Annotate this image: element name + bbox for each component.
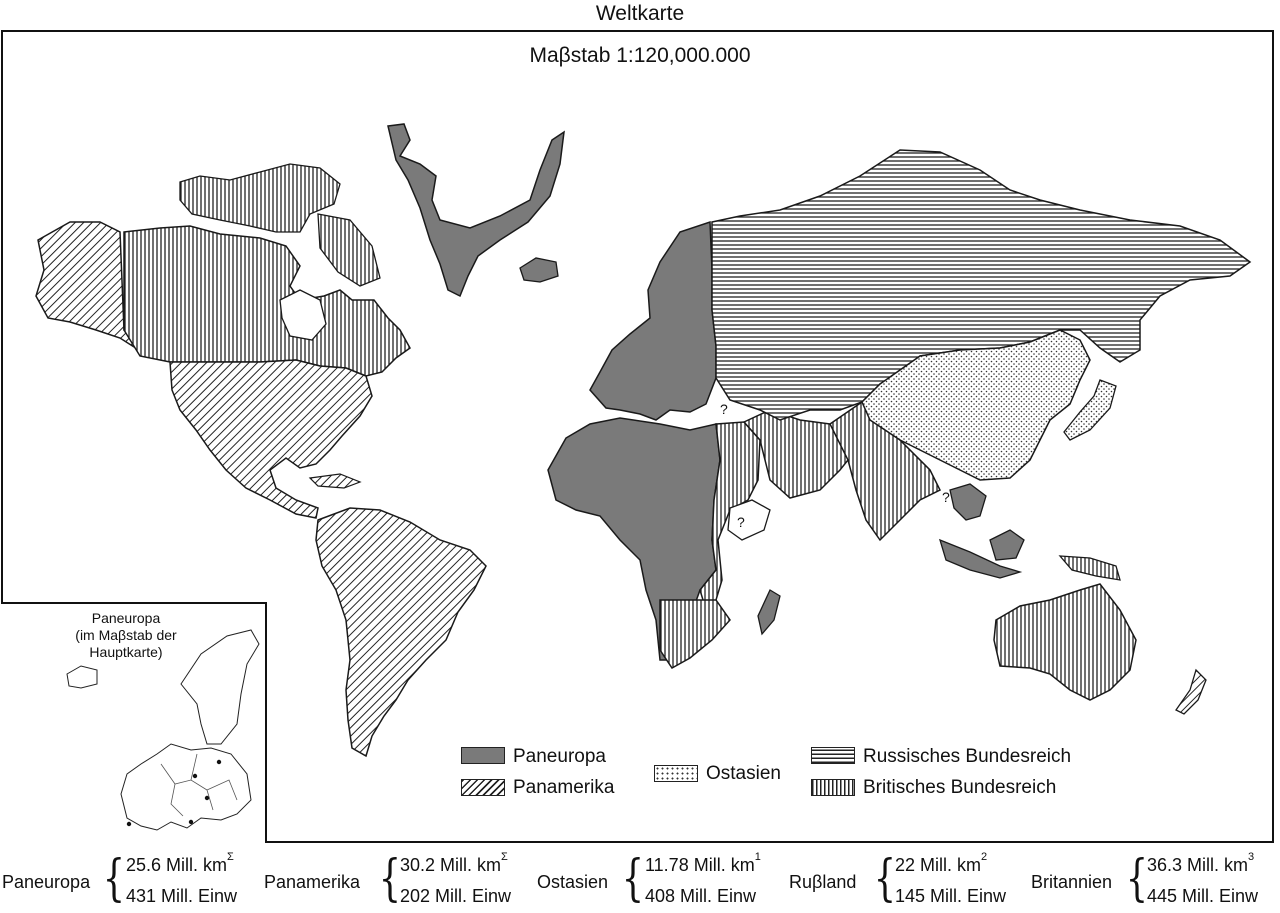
region-europe — [590, 222, 716, 420]
region-southern-africa — [660, 600, 730, 668]
legend-swatch-britisches-bundesreich — [811, 779, 855, 796]
region-madagascar — [758, 590, 780, 634]
brace-icon: { — [1125, 849, 1149, 907]
inset-paneuropa — [1, 602, 267, 843]
legend-swatch-ostasien — [654, 765, 698, 782]
stat-population: 145 Mill. Einw — [895, 886, 1007, 906]
legend-label-panamerika: Panamerika — [513, 777, 615, 798]
scale-label: Maβstab 1:120,000.000 — [529, 44, 751, 67]
region-baffin-island — [318, 214, 380, 286]
legend-swatch-paneuropa — [461, 747, 505, 764]
legend-swatch-panamerika — [461, 779, 505, 796]
region-australia — [994, 584, 1136, 700]
region-usa-mexico — [170, 360, 372, 518]
legend-swatch-russisches-bundesreich — [811, 747, 855, 764]
stat-area: 11.78 Mill. $km^1$ — [645, 851, 761, 875]
legend-label-paneuropa: Paneuropa — [513, 746, 606, 767]
unknown-marker-turkey: ? — [720, 401, 728, 417]
region-southeast-asia — [950, 484, 986, 520]
legend-label-ostasien: Ostasien — [706, 763, 781, 784]
stat-name: Paneuropa — [2, 872, 91, 892]
inset-title-line-3: Hauptkarte) — [89, 644, 163, 660]
inset-scandinavia — [181, 630, 259, 744]
region-caribbean — [310, 474, 360, 488]
inset-iceland — [67, 666, 97, 688]
stat-area: 22 Mill. $km^2$ — [895, 851, 988, 875]
brace-icon: { — [873, 849, 897, 907]
legend-label-russisches-bundesreich: Russisches Bundesreich — [863, 746, 1072, 767]
stat-population: 202 Mill. Einw — [400, 886, 512, 906]
region-borneo — [990, 530, 1024, 560]
stat-area: 25.6 Mill. $km^\Sigma$ — [126, 851, 234, 875]
stat-population: 445 Mill. Einw — [1147, 886, 1259, 906]
region-ethiopia-unknown — [728, 500, 770, 540]
unknown-marker-ethiopia: ? — [737, 514, 745, 530]
region-new-guinea — [1060, 556, 1120, 580]
region-new-zealand — [1176, 670, 1206, 714]
region-statistics — [0, 848, 1280, 913]
brace-icon: { — [621, 849, 645, 907]
inset-title-line-1: Paneuropa — [91, 610, 161, 626]
stat-name: Panamerika — [264, 872, 361, 892]
stat-area: 36.3 Mill. $km^3$ — [1147, 851, 1255, 875]
stat-name: Ruβland — [789, 872, 857, 892]
inset-title-line-2: (im Maβstab der — [75, 627, 177, 643]
stat-population: 408 Mill. Einw — [645, 886, 757, 906]
stat-name: Britannien — [1031, 872, 1113, 892]
region-arctic-islands — [180, 164, 340, 232]
stat-name: Ostasien — [537, 872, 609, 892]
brace-icon: { — [378, 849, 402, 907]
stat-population: 431 Mill. Einw — [126, 886, 238, 906]
legend-label-britisches-bundesreich: Britisches Bundesreich — [863, 777, 1057, 798]
region-iceland — [520, 258, 558, 282]
region-south-america — [316, 508, 486, 756]
inset-map — [1, 604, 267, 845]
map-title: Weltkarte — [595, 2, 685, 25]
stat-area: 30.2 Mill. $km^\Sigma$ — [400, 851, 508, 875]
brace-icon: { — [102, 849, 126, 907]
unknown-marker-siam: ? — [942, 489, 950, 505]
